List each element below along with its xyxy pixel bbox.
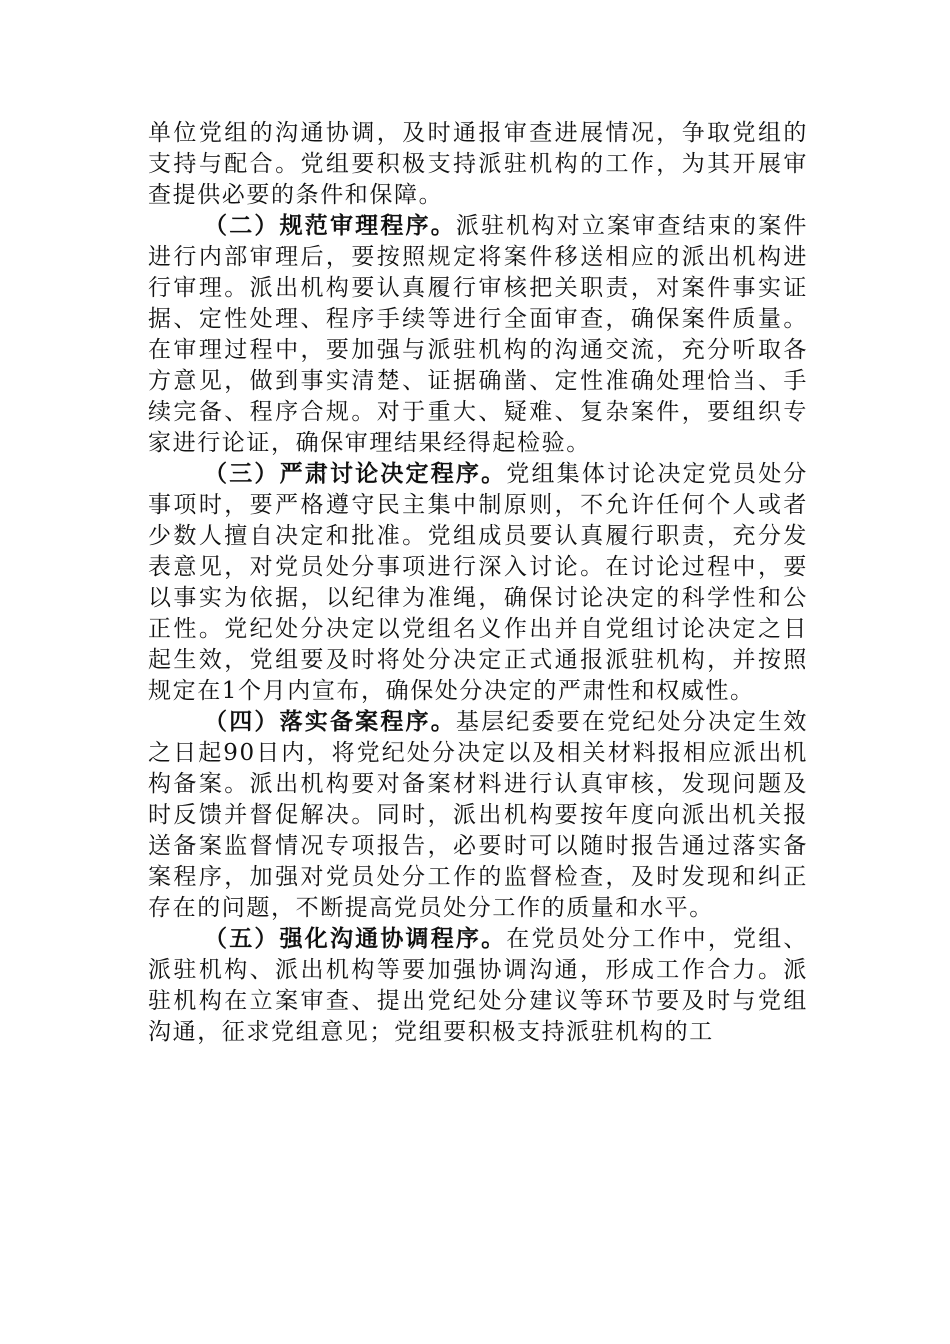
document-page bbox=[148, 118, 808, 1048]
paragraph-heading: （四）落实备案程序。 bbox=[204, 709, 456, 735]
paragraph-text: 单位党组的沟通协调，及时通报审查进展情况，争取党组的支持与配合。党组要积极支持派驻机构的工作，为其开展审查提供必要的条件和保障。 bbox=[148, 120, 808, 208]
paragraph-heading: （三）严肃讨论决定程序。 bbox=[204, 461, 507, 487]
paragraph-text: 基层纪委要在党纪处分决定生效之日起90日内，将党纪处分决定以及相关材料报相应派出机构备案。派出机构要对备案材料进行认真审核，发现问题及时反馈并督促解决。同时，派出机构要按年度向派出机关报送备案监督情况专项报告，必要时可以随时报告通过落实备案程序，加强对党员处分工作的监督检查，及时发现和纠正存在的问题，不断提高党员处分工作的质量和水平。 bbox=[148, 709, 809, 921]
paragraph-coordination-procedure bbox=[148, 924, 808, 1048]
paragraph-heading: （五）强化沟通协调程序。 bbox=[204, 926, 507, 952]
paragraph-text: 在党员处分工作中，党组、派驻机构、派出机构等要加强协调沟通，形成工作合力。派驻机构在立案审查、提出党纪处分建议等环节要及时与党组沟通，征求党组意见；党组要积极支持派驻机构的工 bbox=[148, 926, 808, 1045]
paragraph-review-procedure bbox=[148, 211, 808, 459]
paragraph-continuation bbox=[148, 118, 808, 211]
paragraph-filing-procedure bbox=[148, 707, 808, 924]
paragraph-text: 党组集体讨论决定党员处分事项时，要严格遵守民主集中制原则，不允许任何个人或者少数人擅自决定和批准。党组成员要认真履行职责，充分发表意见，对党员处分事项进行深入讨论。在讨论过程中，要以事实为依据，以纪律为准绳，确保讨论决定的科学性和公正性。党纪处分决定以党组名义作出并自党组讨论决定之日起生效，党组要及时将处分决定正式通报派驻机构，并按照规定在1个月内宣布，确保处分决定的严肃性和权威性。 bbox=[148, 461, 808, 704]
paragraph-discussion-procedure bbox=[148, 459, 808, 707]
paragraph-text: 派驻机构对立案审查结束的案件进行内部审理后，要按照规定将案件移送相应的派出机构进行审理。派出机构要认真履行审核把关职责，对案件事实证据、定性处理、程序手续等进行全面审查，确保案件质量。在审理过程中，要加强与派驻机构的沟通交流，充分听取各方意见，做到事实清楚、证据确凿、定性准确处理恰当、手续完备、程序合规。对于重大、疑难、复杂案件，要组织专家进行论证，确保审理结果经得起检验。 bbox=[148, 213, 809, 456]
paragraph-heading: （二）规范审理程序。 bbox=[204, 213, 456, 239]
